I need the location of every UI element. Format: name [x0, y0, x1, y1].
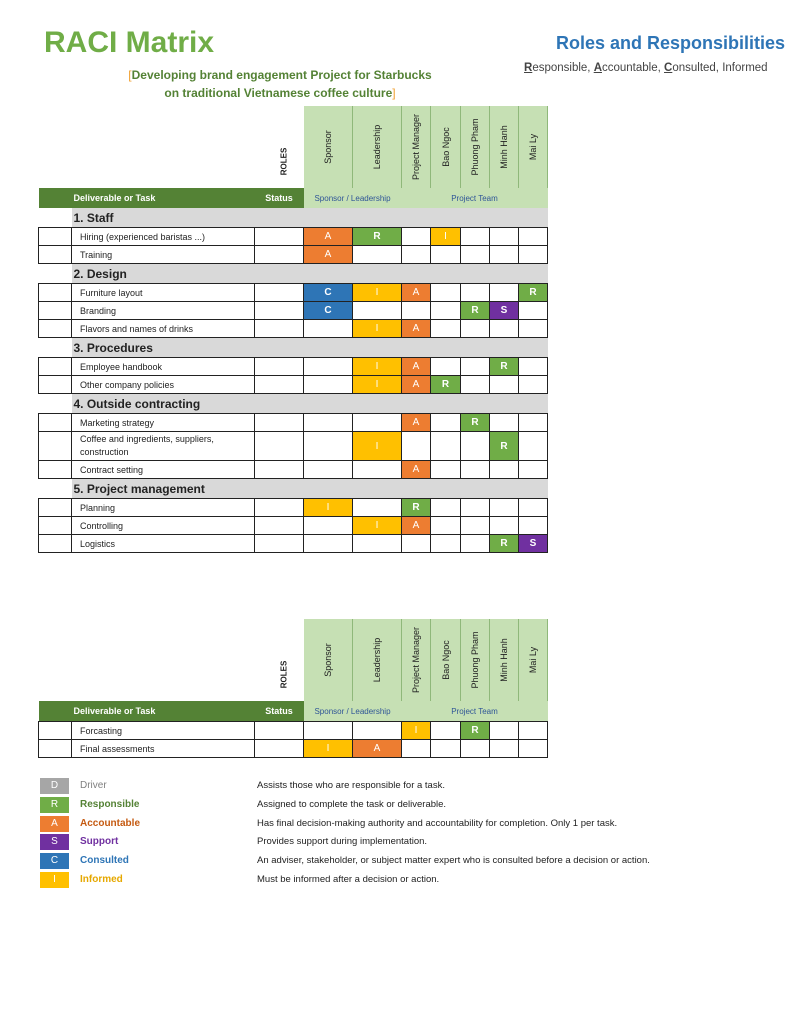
task-row: [39, 517, 548, 535]
legend-name: Informed: [80, 874, 123, 885]
legend-name: Consulted: [80, 855, 129, 867]
raci-cell-empty[interactable]: [519, 358, 548, 376]
raci-cell-a[interactable]: A: [402, 320, 431, 338]
raci-cell-r[interactable]: R: [490, 535, 519, 553]
task-row: [39, 358, 548, 376]
raci-cell-r[interactable]: R: [461, 414, 490, 432]
raci-cell-empty[interactable]: [490, 320, 519, 338]
row-index-cell: [39, 499, 72, 517]
task-row: [39, 461, 548, 479]
status-cell[interactable]: [255, 499, 304, 517]
role-header: [402, 106, 431, 188]
legend-swatch: I: [40, 872, 69, 888]
legend-row: [40, 872, 740, 888]
raci-cell-empty[interactable]: [353, 499, 402, 517]
row-index-cell: [39, 517, 72, 535]
raci-cell-empty[interactable]: [431, 284, 461, 302]
raci-cell-empty[interactable]: [431, 461, 461, 479]
raci-cell-i[interactable]: I: [353, 517, 402, 535]
raci-cell-a[interactable]: A: [402, 284, 431, 302]
row-index-cell: [39, 414, 72, 432]
task-row: [39, 284, 548, 302]
task-name: Furniture layout: [72, 284, 255, 302]
task-column-header: Deliverable or Task: [72, 188, 255, 208]
legend-name: Support: [80, 836, 119, 848]
raci-cell-empty[interactable]: [519, 722, 548, 740]
raci-cell-empty[interactable]: [519, 320, 548, 338]
raci-cell-i[interactable]: I: [353, 358, 402, 376]
task-name: Planning: [72, 499, 255, 517]
role-name: Mai Ly: [528, 646, 538, 674]
header-blank: [39, 701, 72, 722]
raci-cell-r[interactable]: R: [519, 284, 548, 302]
status-cell[interactable]: [255, 284, 304, 302]
raci-cell-empty[interactable]: [353, 246, 402, 264]
roles-row: [39, 106, 548, 188]
role-name: Project Manager: [411, 113, 421, 181]
raci-cell-empty[interactable]: [461, 358, 490, 376]
row-index-cell: [39, 302, 72, 320]
role-name: Mai Ly: [528, 133, 538, 161]
row-index-cell: [39, 432, 72, 461]
section-row: [39, 394, 548, 414]
raci-cell-empty[interactable]: [304, 414, 353, 432]
raci-cell-r[interactable]: R: [490, 358, 519, 376]
raci-cell-i[interactable]: I: [353, 432, 402, 461]
raci-cell-empty[interactable]: [431, 432, 461, 461]
raci-cell-empty[interactable]: [519, 461, 548, 479]
raci-cell-empty[interactable]: [304, 320, 353, 338]
raci-cell-empty[interactable]: [461, 517, 490, 535]
section-title: 4. Outside contracting: [72, 394, 548, 414]
row-index-cell: [39, 284, 72, 302]
legend-description: Must be informed after a decision or action.: [257, 874, 440, 885]
legend-description: Assigned to complete the task or deliverable.: [257, 798, 447, 810]
raci-cell-empty[interactable]: [431, 517, 461, 535]
raci-cell-empty[interactable]: [461, 740, 490, 758]
role-header: [353, 619, 402, 701]
row-index-cell: [39, 461, 72, 479]
legend-description: Assists those who are responsible for a task.: [257, 780, 445, 791]
raci-cell-empty[interactable]: [519, 246, 548, 264]
raci-cell-a[interactable]: A: [304, 246, 353, 264]
raci-cell-empty[interactable]: [490, 461, 519, 479]
project-subtitle: [Developing brand engagement Project for Starbucks on traditional Vietnamese coffee culture]: [128, 68, 432, 100]
legend-row: [40, 778, 740, 794]
section-title: 3. Procedures: [72, 338, 548, 358]
raci-cell-s[interactable]: S: [490, 302, 519, 320]
section-lead: [39, 394, 72, 414]
section-lead: [39, 208, 72, 228]
raci-cell-empty[interactable]: [519, 499, 548, 517]
task-name: Training: [72, 246, 255, 264]
status-cell[interactable]: [255, 228, 304, 246]
task-name: Hiring (experienced baristas ...): [72, 228, 255, 246]
task-row: [39, 535, 548, 553]
raci-cell-empty[interactable]: [519, 740, 548, 758]
section-lead: [39, 264, 72, 284]
raci-cell-empty[interactable]: [490, 722, 519, 740]
raci-cell-empty[interactable]: [402, 302, 431, 320]
raci-cell-i[interactable]: I: [353, 320, 402, 338]
raci-cell-i[interactable]: I: [353, 284, 402, 302]
raci-cell-i[interactable]: I: [431, 228, 461, 246]
status-cell[interactable]: [255, 302, 304, 320]
raci-cell-empty[interactable]: [304, 461, 353, 479]
legend-name: Accountable: [80, 817, 141, 829]
raci-cell-empty[interactable]: [353, 535, 402, 553]
status-cell[interactable]: [255, 740, 304, 758]
raci-cell-empty[interactable]: [304, 535, 353, 553]
legend-description: Provides support during implementation.: [257, 836, 428, 848]
task-name: Coffee and ingredients, suppliers, construction: [72, 432, 255, 461]
role-name: Leadership: [372, 124, 382, 170]
raci-cell-empty[interactable]: [304, 432, 353, 461]
status-cell[interactable]: [255, 320, 304, 338]
raci-cell-empty[interactable]: [519, 302, 548, 320]
role-name: Phuong Pham: [470, 631, 480, 689]
role-header: [461, 619, 490, 701]
raci-cell-empty[interactable]: [461, 320, 490, 338]
status-cell[interactable]: [255, 376, 304, 394]
legend-swatch: D: [40, 778, 69, 794]
status-cell[interactable]: [255, 432, 304, 461]
raci-cell-empty[interactable]: [353, 414, 402, 432]
status-column-header: Status: [255, 188, 304, 208]
header-blank: [39, 188, 72, 208]
role-name: Project Manager: [411, 626, 421, 694]
raci-cell-empty[interactable]: [461, 432, 490, 461]
task-name: Forcasting: [72, 722, 255, 740]
section-title: 1. Staff: [72, 208, 548, 228]
roles-heading: Roles and Responsibilities: [556, 33, 785, 53]
task-row: [39, 376, 548, 394]
role-header: [353, 106, 402, 188]
task-row: [39, 302, 548, 320]
roles-label: ROLES: [279, 660, 289, 689]
role-name: Bao Ngoc: [440, 127, 451, 167]
task-row: [39, 722, 548, 740]
raci-definition-line: Responsible, Accountable, Consulted, Informed: [524, 62, 768, 74]
task-name: Employee handbook: [72, 358, 255, 376]
legend-name: Responsible: [80, 798, 140, 810]
status-cell[interactable]: [255, 722, 304, 740]
raci-cell-r[interactable]: R: [461, 302, 490, 320]
row-index-cell: [39, 320, 72, 338]
row-index-cell: [39, 228, 72, 246]
subtitle-line-2: on traditional Vietnamese coffee culture: [164, 86, 393, 100]
raci-cell-empty[interactable]: [490, 228, 519, 246]
roles-label-cell: [255, 619, 304, 701]
raci-cell-empty[interactable]: [304, 376, 353, 394]
status-cell[interactable]: [255, 246, 304, 264]
raci-cell-empty[interactable]: [490, 414, 519, 432]
task-name: Marketing strategy: [72, 414, 255, 432]
task-name: Other company policies: [72, 376, 255, 394]
raci-cell-empty[interactable]: [461, 284, 490, 302]
roles-label-cell: [255, 106, 304, 188]
raci-cell-empty[interactable]: [402, 740, 431, 758]
raci-cell-a[interactable]: A: [353, 740, 402, 758]
column-header-row: [39, 701, 548, 722]
role-header: [304, 619, 353, 701]
status-column-header: Status: [255, 701, 304, 722]
raci-cell-a[interactable]: A: [304, 228, 353, 246]
task-column-header: Deliverable or Task: [72, 701, 255, 722]
legend-swatch: A: [40, 816, 69, 832]
raci-cell-empty[interactable]: [490, 740, 519, 758]
task-row: [39, 499, 548, 517]
raci-cell-i[interactable]: I: [304, 499, 353, 517]
task-name: Flavors and names of drinks: [72, 320, 255, 338]
status-cell[interactable]: [255, 517, 304, 535]
raci-cell-empty[interactable]: [431, 414, 461, 432]
column-header-row: [39, 188, 548, 208]
legend-row: [40, 797, 740, 813]
raci-cell-r[interactable]: R: [402, 499, 431, 517]
section-row: [39, 208, 548, 228]
raci-cell-empty[interactable]: [490, 499, 519, 517]
raci-cell-empty[interactable]: [490, 376, 519, 394]
raci-cell-empty[interactable]: [402, 246, 431, 264]
raci-cell-i[interactable]: I: [402, 722, 431, 740]
task-name: Contract setting: [72, 461, 255, 479]
task-row: [39, 740, 548, 758]
group-header-sponsor-leadership: Sponsor / Leadership: [304, 701, 402, 722]
task-row: [39, 320, 548, 338]
raci-cell-a[interactable]: A: [402, 376, 431, 394]
status-cell[interactable]: [255, 358, 304, 376]
status-cell[interactable]: [255, 535, 304, 553]
role-name: Sponsor: [322, 130, 333, 164]
legend-swatch: R: [40, 797, 69, 813]
raci-cell-empty[interactable]: [461, 246, 490, 264]
role-header: [519, 619, 548, 701]
row-index-cell: [39, 535, 72, 553]
blank-cell: [39, 106, 72, 188]
raci-cell-empty[interactable]: [402, 432, 431, 461]
section-lead: [39, 479, 72, 499]
raci-cell-i[interactable]: I: [353, 376, 402, 394]
raci-cell-r[interactable]: R: [353, 228, 402, 246]
raci-table-main: [38, 106, 548, 553]
task-row: [39, 246, 548, 264]
row-index-cell: [39, 376, 72, 394]
raci-cell-c[interactable]: C: [304, 302, 353, 320]
section-lead: [39, 338, 72, 358]
section-row: [39, 264, 548, 284]
task-row: [39, 228, 548, 246]
raci-cell-empty[interactable]: [353, 722, 402, 740]
role-name: Leadership: [372, 637, 382, 683]
raci-cell-empty[interactable]: [461, 461, 490, 479]
row-index-cell: [39, 358, 72, 376]
row-index-cell: [39, 246, 72, 264]
raci-cell-empty[interactable]: [353, 302, 402, 320]
raci-cell-empty[interactable]: [490, 246, 519, 264]
section-title: 5. Project management: [72, 479, 548, 499]
role-header: [304, 106, 353, 188]
raci-cell-empty[interactable]: [519, 414, 548, 432]
task-name: Final assessments: [72, 740, 255, 758]
raci-cell-empty[interactable]: [353, 461, 402, 479]
raci-cell-empty[interactable]: [490, 284, 519, 302]
raci-cell-empty[interactable]: [431, 740, 461, 758]
raci-cell-i[interactable]: I: [304, 740, 353, 758]
raci-cell-r[interactable]: R: [490, 432, 519, 461]
task-row: [39, 432, 548, 461]
task-name: Branding: [72, 302, 255, 320]
raci-cell-empty[interactable]: [461, 376, 490, 394]
page-title: RACI Matrix: [44, 26, 215, 59]
raci-cell-empty[interactable]: [519, 376, 548, 394]
raci-cell-empty[interactable]: [431, 302, 461, 320]
raci-table-secondary: [38, 619, 548, 758]
raci-cell-empty[interactable]: [519, 517, 548, 535]
raci-cell-empty[interactable]: [431, 358, 461, 376]
status-cell[interactable]: [255, 461, 304, 479]
legend-row: [40, 834, 740, 850]
subtitle-line-1: Developing brand engagement Project for Starbucks: [131, 68, 432, 82]
role-name: Sponsor: [322, 643, 333, 677]
role-name: Phuong Pham: [470, 118, 480, 176]
raci-cell-empty[interactable]: [431, 246, 461, 264]
role-header: [519, 106, 548, 188]
group-header-project-team: Project Team: [402, 188, 548, 208]
legend-swatch: C: [40, 853, 69, 869]
raci-cell-a[interactable]: A: [402, 461, 431, 479]
roles-label: ROLES: [279, 147, 289, 176]
raci-cell-empty[interactable]: [461, 499, 490, 517]
legend-row: [40, 816, 740, 832]
raci-cell-empty[interactable]: [461, 535, 490, 553]
blank-cell: [72, 619, 255, 701]
raci-cell-a[interactable]: A: [402, 414, 431, 432]
role-name: Minh Hanh: [499, 125, 509, 169]
blank-cell: [72, 106, 255, 188]
raci-cell-empty[interactable]: [519, 432, 548, 461]
task-name: Controlling: [72, 517, 255, 535]
legend-swatch: S: [40, 834, 69, 850]
legend-description: Has final decision-making authority and accountability for completion. Only 1 per task.: [257, 817, 618, 829]
raci-cell-empty[interactable]: [519, 228, 548, 246]
legend-description: An adviser, stakeholder, or subject matter expert who is consulted before a decision or action.: [257, 855, 650, 867]
section-row: [39, 338, 548, 358]
raci-cell-empty[interactable]: [402, 535, 431, 553]
section-row: [39, 479, 548, 499]
task-name: Logistics: [72, 535, 255, 553]
group-header-project-team: Project Team: [402, 701, 548, 722]
raci-cell-empty[interactable]: [402, 228, 431, 246]
role-header: [431, 619, 461, 701]
blank-cell: [39, 619, 72, 701]
raci-cell-empty[interactable]: [431, 535, 461, 553]
role-name: Bao Ngoc: [440, 640, 451, 680]
raci-cell-s[interactable]: S: [519, 535, 548, 553]
role-name: Minh Hanh: [499, 638, 509, 682]
raci-cell-a[interactable]: A: [402, 358, 431, 376]
role-header: [490, 106, 519, 188]
role-header: [490, 619, 519, 701]
raci-cell-empty[interactable]: [304, 722, 353, 740]
status-cell[interactable]: [255, 414, 304, 432]
raci-cell-empty[interactable]: [431, 722, 461, 740]
legend-name: Driver: [80, 780, 107, 791]
raci-cell-empty[interactable]: [431, 320, 461, 338]
roles-row: [39, 619, 548, 701]
section-title: 2. Design: [72, 264, 548, 284]
raci-cell-empty[interactable]: [461, 228, 490, 246]
raci-cell-empty[interactable]: [490, 517, 519, 535]
raci-cell-r[interactable]: R: [461, 722, 490, 740]
raci-cell-c[interactable]: C: [304, 284, 353, 302]
raci-cell-empty[interactable]: [304, 517, 353, 535]
group-header-sponsor-leadership: Sponsor / Leadership: [304, 188, 402, 208]
raci-cell-empty[interactable]: [431, 499, 461, 517]
role-header: [402, 619, 431, 701]
row-index-cell: [39, 740, 72, 758]
role-header: [431, 106, 461, 188]
raci-cell-r[interactable]: R: [431, 376, 461, 394]
raci-cell-a[interactable]: A: [402, 517, 431, 535]
task-row: [39, 414, 548, 432]
row-index-cell: [39, 722, 72, 740]
raci-cell-empty[interactable]: [304, 358, 353, 376]
role-header: [461, 106, 490, 188]
legend-row: [40, 853, 740, 869]
